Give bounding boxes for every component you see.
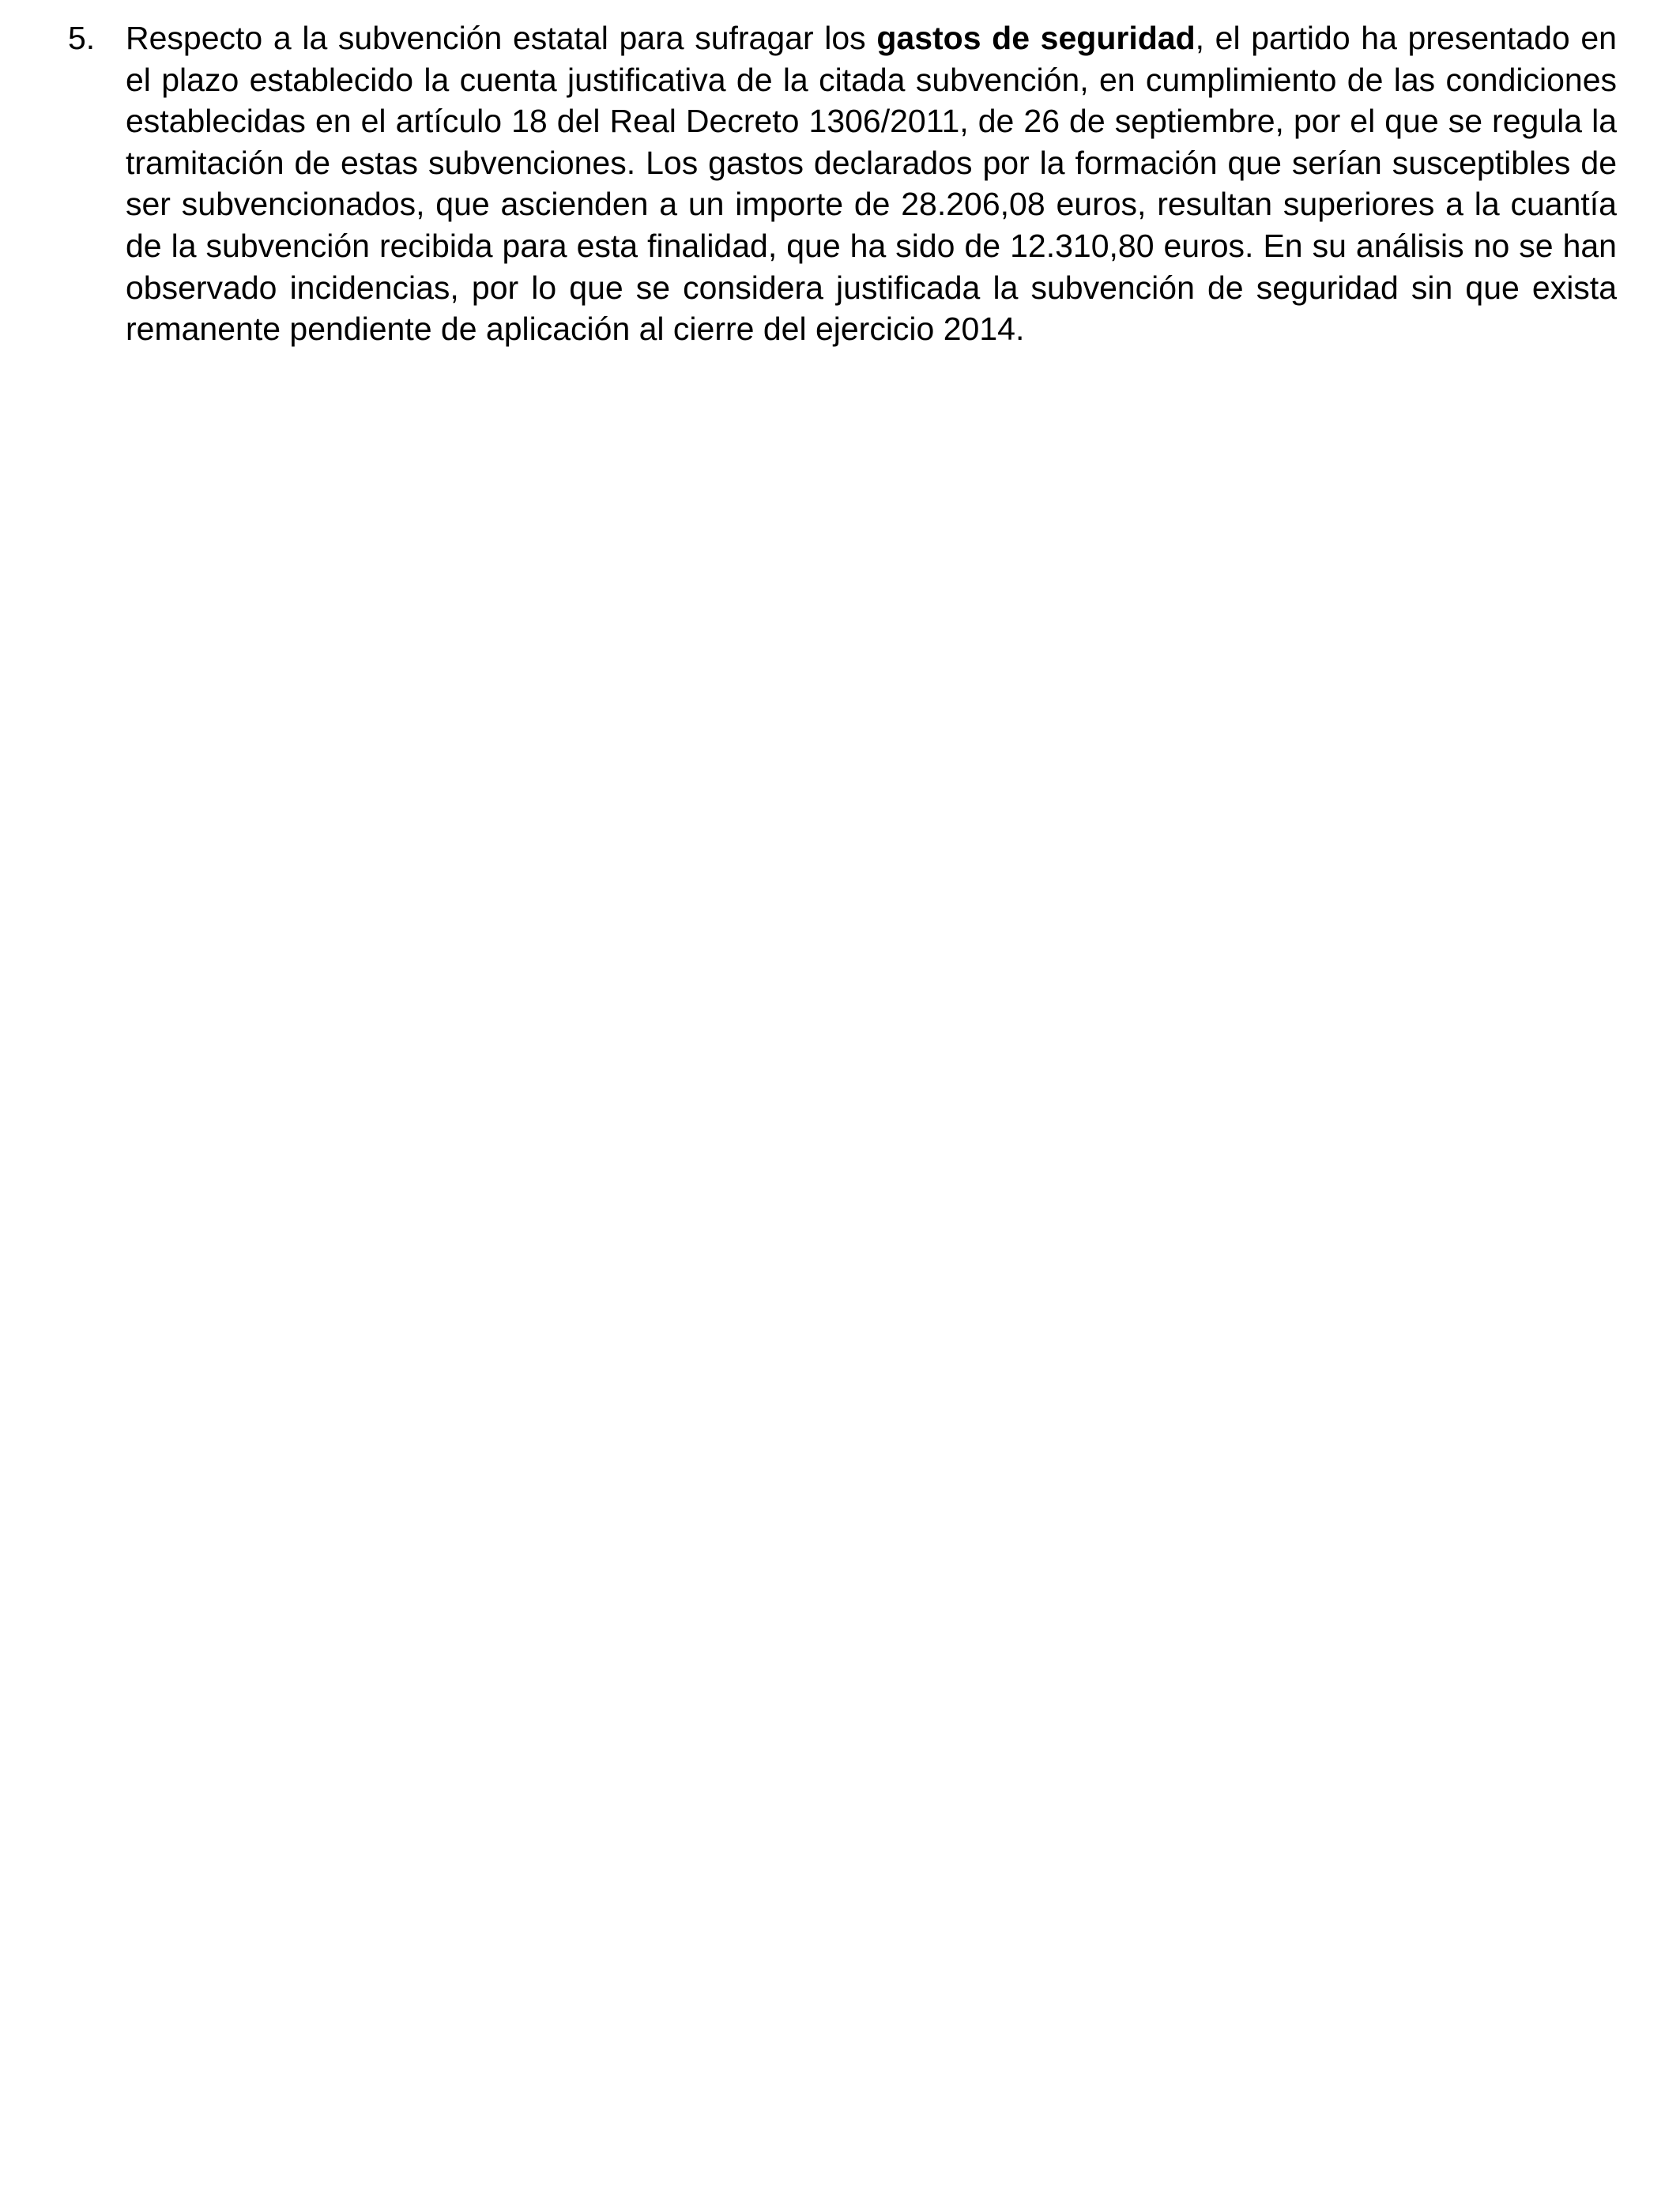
item-paragraph — [126, 17, 1617, 350]
item-number: 5. — [68, 20, 96, 56]
paragraph-text-start: Respecto a la subvención estatal para sufragar los — [126, 20, 877, 56]
paragraph-text-end: , el partido ha presentado en el plazo establecido la cuenta justificativa de la citada subvención, en cumplimiento de las condiciones establecidas en el artículo 18 del Real Decreto 1306/2011, de 26 de septiembre, por el que se regula la tramitación de estas subvenciones. Los gastos declarados por la formación que serían susceptibles de ser subvencionados, que ascienden a un importe de 28.206,08 euros, resultan superiores a la cuantía de la subvención recibida para esta finalidad, que ha sido de 12.310,80 euros. En su análisis no se han observado incidencias, por lo que se considera justificada la subvención de seguridad sin que exista remanente pendiente de aplicación al cierre del ejercicio 2014. — [126, 20, 1617, 348]
bold-term: gastos de seguridad — [876, 20, 1196, 56]
